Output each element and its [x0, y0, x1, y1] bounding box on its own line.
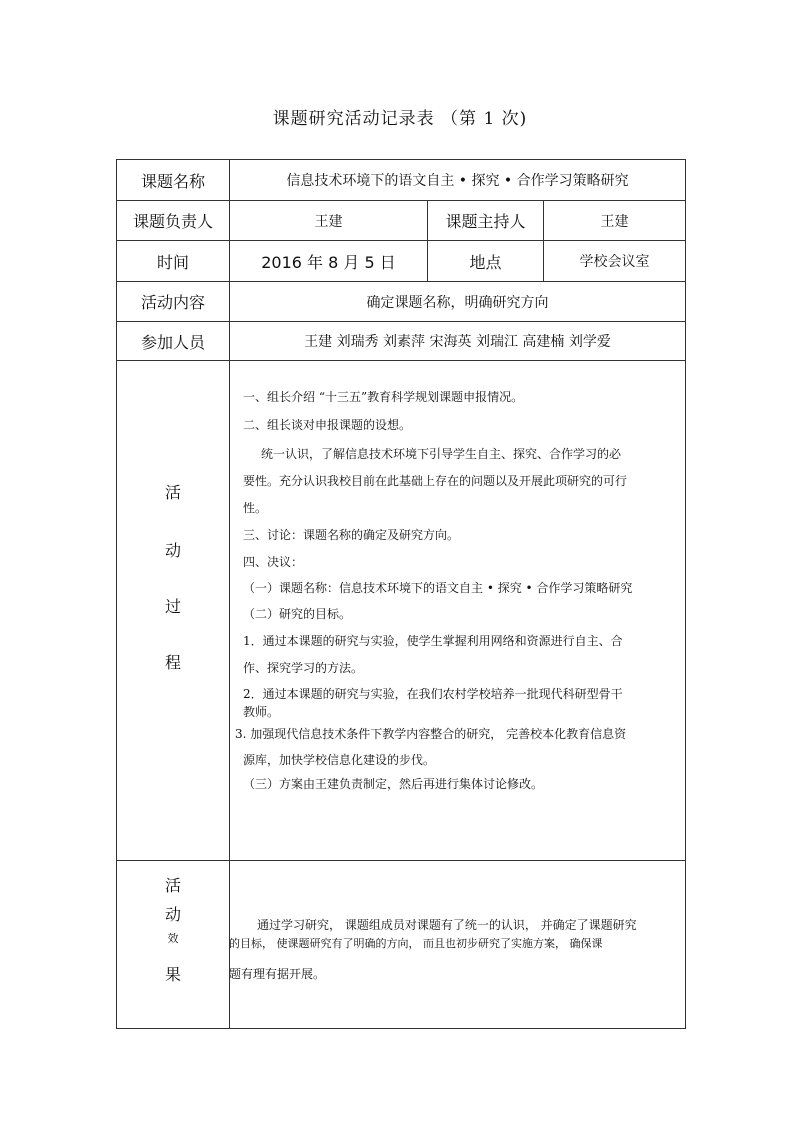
time-value: 2016 年 8 月 5 日	[261, 252, 396, 272]
process-line: 三、讨论：课题名称的确定及研究方向。	[243, 528, 460, 542]
process-line: 四、决议：	[243, 555, 304, 569]
process-line: （三）方案由王建负责制定，然后再进行集体讨论修改。	[243, 777, 544, 791]
process-line: 性。	[243, 501, 268, 515]
process-line: 3. 加强现代信息技术条件下教学内容整合的研究， 完善校本化教育信息资	[235, 727, 627, 741]
process-line: 二、组长谈对申报课题的设想。	[243, 418, 412, 432]
leader-label: 课题负责人	[132, 212, 213, 231]
content-value: 确定课题名称，明确研究方向	[366, 294, 549, 311]
process-label-char: 程	[164, 653, 181, 672]
participants-label: 参加人员	[140, 332, 205, 352]
time-label: 时间	[156, 252, 189, 272]
process-line: 1．通过本课题的研究与实验，使学生掌握利用网络和资源进行自主、合	[243, 634, 623, 648]
process-line: 要性。充分认识我校目前在此基础上存在的问题以及开展此项研究的可行	[243, 474, 628, 488]
process-label-char: 过	[164, 597, 181, 616]
process-line: 一、组长介绍 “十三五”教育科学规划课题申报情况。	[243, 390, 524, 404]
topic-value: 信息技术环境下的语文自主 • 探究 • 合作学习策略研究	[286, 173, 629, 189]
process-line: 源库，加快学校信息化建设的步伐。	[243, 753, 436, 767]
process-line: 作、探究学习的方法。	[243, 661, 364, 675]
page-title: 课题研究活动记录表 （第 1 次)	[272, 109, 528, 129]
effect-line: 题有理有据开展。	[229, 967, 326, 981]
place-value: 学校会议室	[579, 254, 650, 270]
process-line: 教师。	[243, 705, 280, 719]
process-line: （二）研究的目标。	[243, 607, 352, 621]
process-line: 2．通过本课题的研究与实验，在我们农村学校培养一批现代科研型骨干	[243, 687, 623, 701]
process-line: 统一认识，了解信息技术环境下引导学生自主、探究、合作学习的必	[261, 447, 622, 461]
place-label: 地点	[469, 252, 502, 272]
content-label: 活动内容	[140, 293, 205, 312]
effect-label-char: 效	[167, 932, 179, 945]
host-value: 王建	[600, 213, 629, 230]
process-line: （一）课题名称：信息技术环境下的语文自主 • 探究 • 合作学习策略研究	[243, 581, 633, 595]
effect-line: 的目标， 使课题研究有了明确的方向， 而且也初步研究了实施方案， 确保课	[229, 937, 603, 950]
topic-label: 课题名称	[140, 171, 205, 191]
effect-label-char: 果	[164, 965, 181, 984]
effect-line: 通过学习研究， 课题组成员对课题有了统一的认识， 并确定了课题研究	[257, 918, 637, 932]
effect-label-char: 动	[164, 905, 181, 924]
effect-label-char: 活	[164, 876, 181, 895]
record-table	[116, 159, 686, 1029]
process-label-char: 动	[164, 541, 181, 560]
host-label: 课题主持人	[445, 212, 526, 231]
process-label-char: 活	[164, 483, 181, 502]
participants-value: 王建 刘瑞秀 刘素萍 宋海英 刘瑞江 高建楠 刘学爱	[304, 334, 611, 350]
leader-value: 王建	[314, 213, 343, 230]
